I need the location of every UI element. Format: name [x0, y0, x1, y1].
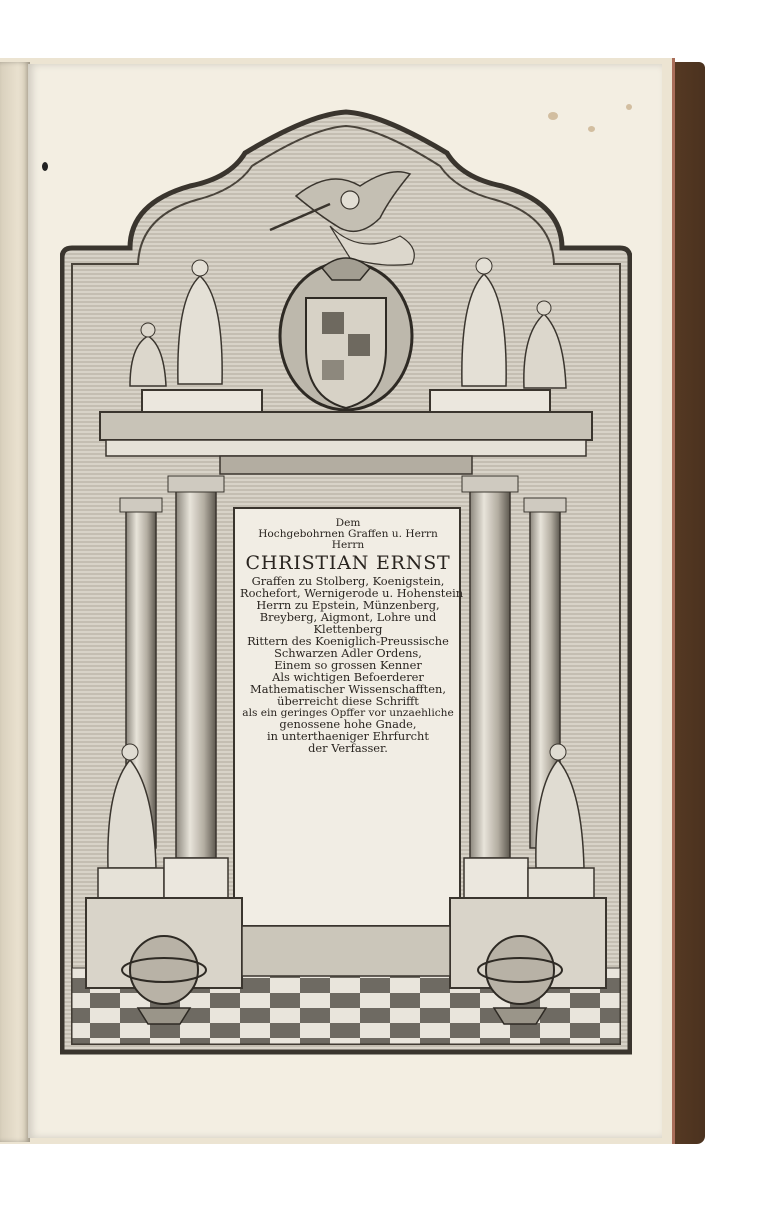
dedication-inscription	[240, 517, 464, 928]
dedication-line: Schwarzen Adler Ordens,	[274, 646, 422, 661]
dedication-line: Dem	[335, 517, 361, 529]
dedication-line: als ein geringes Opffer vor unzaehliche	[242, 706, 454, 719]
dedicatee-name: CHRISTIAN ERNST	[245, 552, 451, 575]
dedication-line: Rochefort, Wernigerode u. Hohenstein	[240, 586, 464, 601]
dedication-line: Rittern des Koeniglich-Preussische	[247, 634, 449, 649]
column-icon	[462, 476, 518, 858]
dedication-line: Klettenberg	[313, 622, 383, 637]
engraved-frontispiece	[60, 108, 632, 1060]
dedication-line: Herrn zu Epstein, Münzenberg,	[256, 598, 440, 613]
dedication-line: genossene hohe Gnade,	[279, 717, 417, 732]
dedication-line: Graffen zu Stolberg, Koenigstein,	[251, 574, 445, 589]
dedication-line: Breyberg, Aigmont, Lohre und	[259, 610, 437, 625]
foxing-spot	[42, 162, 48, 171]
dedication-line: überreicht diese Schrifft	[277, 693, 419, 708]
dedication-line: Herrn	[331, 539, 365, 552]
dedication-line: Einem so grossen Kenner	[274, 658, 422, 673]
left-page-edge	[0, 62, 30, 1142]
dedication-line: in unterthaeniger Ehrfurcht	[267, 729, 429, 743]
column-icon	[168, 476, 224, 858]
dedication-line: der Verfasser.	[308, 740, 388, 755]
dedication-line: Als wichtigen Befoerderer	[272, 670, 424, 685]
dedication-line: Mathematischer Wissenschafften,	[250, 681, 446, 696]
dedication-line: Hochgebohrnen Graffen u. Herrn	[258, 528, 438, 541]
